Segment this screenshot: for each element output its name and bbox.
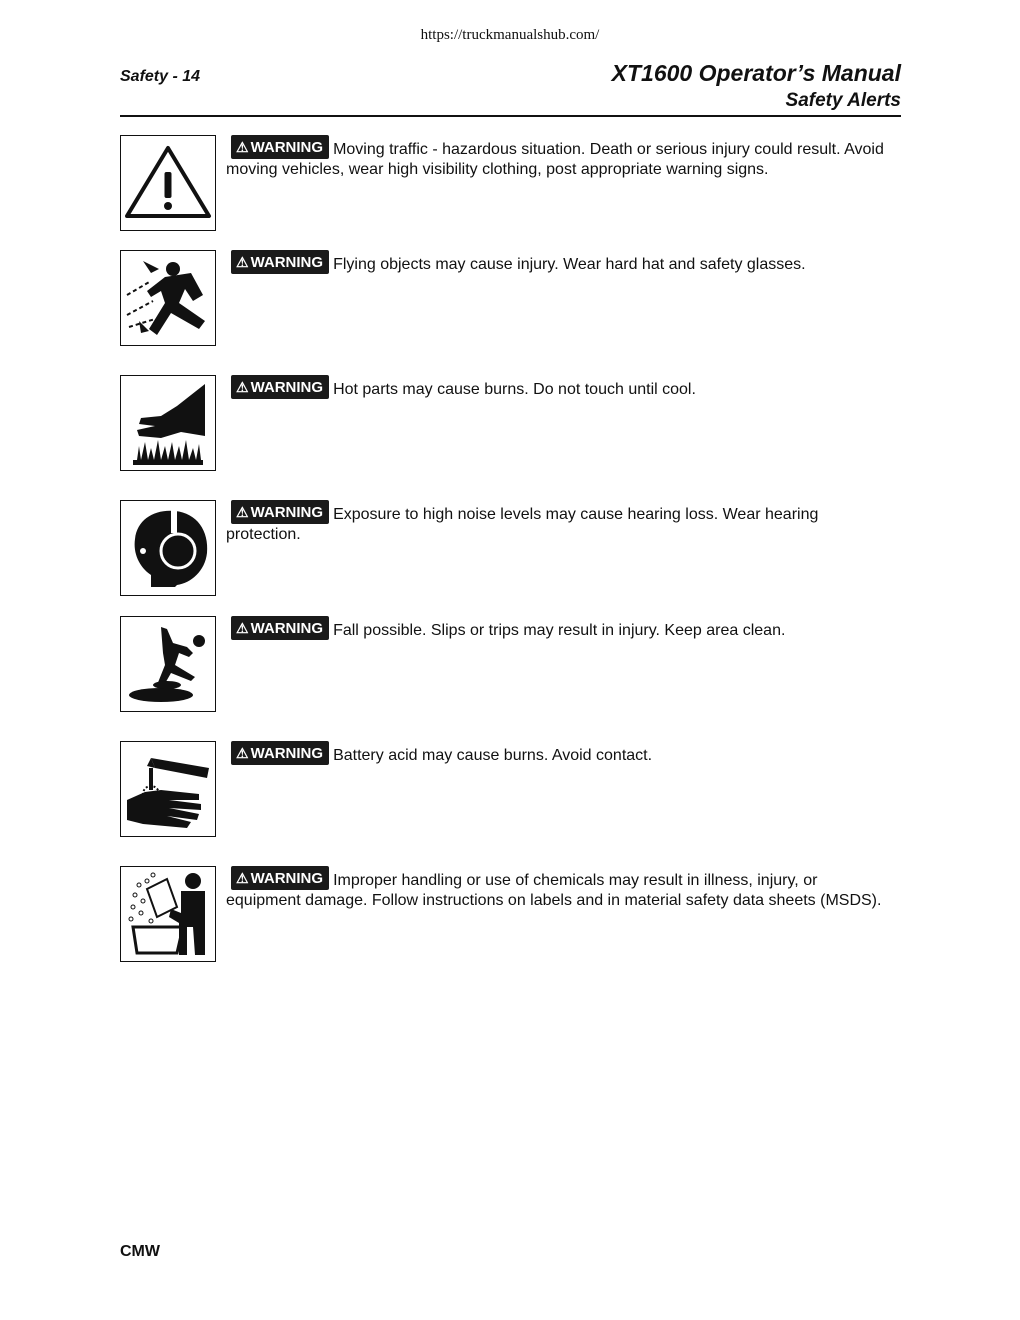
source-url: https://truckmanualshub.com/ <box>420 27 600 43</box>
hearing-protection-icon <box>120 500 216 596</box>
warning-triangle-icon: ⚠ <box>236 254 249 270</box>
footer-label: CMW <box>120 1243 160 1260</box>
chemical-handling-icon <box>120 866 216 962</box>
warning-triangle-icon: ⚠ <box>236 870 249 886</box>
section-title: Safety Alerts <box>785 90 901 111</box>
page-label: Safety - 14 <box>120 68 201 85</box>
warning-triangle-icon: ⚠ <box>236 620 249 636</box>
alert-text: ⚠ WARNING Fall possible. Slips or trips may result in injury. Keep area clean. <box>226 616 896 641</box>
alert-text: ⚠ WARNING Hot parts may cause burns. Do not touch until cool. <box>226 375 896 400</box>
alert-text: ⚠ WARNING Moving traffic - hazardous situation. Death or serious injury could result. Avoid moving vehicles, wear high visibility clothing, post appropriate warning signs. <box>226 135 896 180</box>
acid-burn-icon <box>120 741 216 837</box>
general-warning-icon <box>120 135 216 231</box>
warning-triangle-icon: ⚠ <box>236 139 249 155</box>
warning-badge: ⚠ WARNING <box>231 500 329 524</box>
warning-triangle-icon: ⚠ <box>236 745 249 761</box>
warning-badge: ⚠ WARNING <box>231 375 329 399</box>
header-divider <box>120 115 901 117</box>
hot-surface-icon <box>120 375 216 471</box>
flying-objects-icon <box>120 250 216 346</box>
alert-text: ⚠ WARNING Battery acid may cause burns. Avoid contact. <box>226 741 896 766</box>
warning-badge: ⚠ WARNING <box>231 741 329 765</box>
manual-title: XT1600 Operator’s Manual <box>611 60 901 86</box>
warning-badge: ⚠ WARNING <box>231 866 329 890</box>
warning-triangle-icon: ⚠ <box>236 504 249 520</box>
warning-badge: ⚠ WARNING <box>231 135 329 159</box>
alert-text: ⚠ WARNING Flying objects may cause injury. Wear hard hat and safety glasses. <box>226 250 896 275</box>
warning-badge: ⚠ WARNING <box>231 616 329 640</box>
alert-text: ⚠ WARNING Improper handling or use of chemicals may result in illness, injury, or equipment damage. Follow instructions on labels and in material safety data sheets (MSDS). <box>226 866 896 911</box>
slip-fall-icon <box>120 616 216 712</box>
warning-badge: ⚠ WARNING <box>231 250 329 274</box>
alert-text: ⚠ WARNING Exposure to high noise levels may cause hearing loss. Wear hearing protection. <box>226 500 896 545</box>
warning-triangle-icon: ⚠ <box>236 379 249 395</box>
